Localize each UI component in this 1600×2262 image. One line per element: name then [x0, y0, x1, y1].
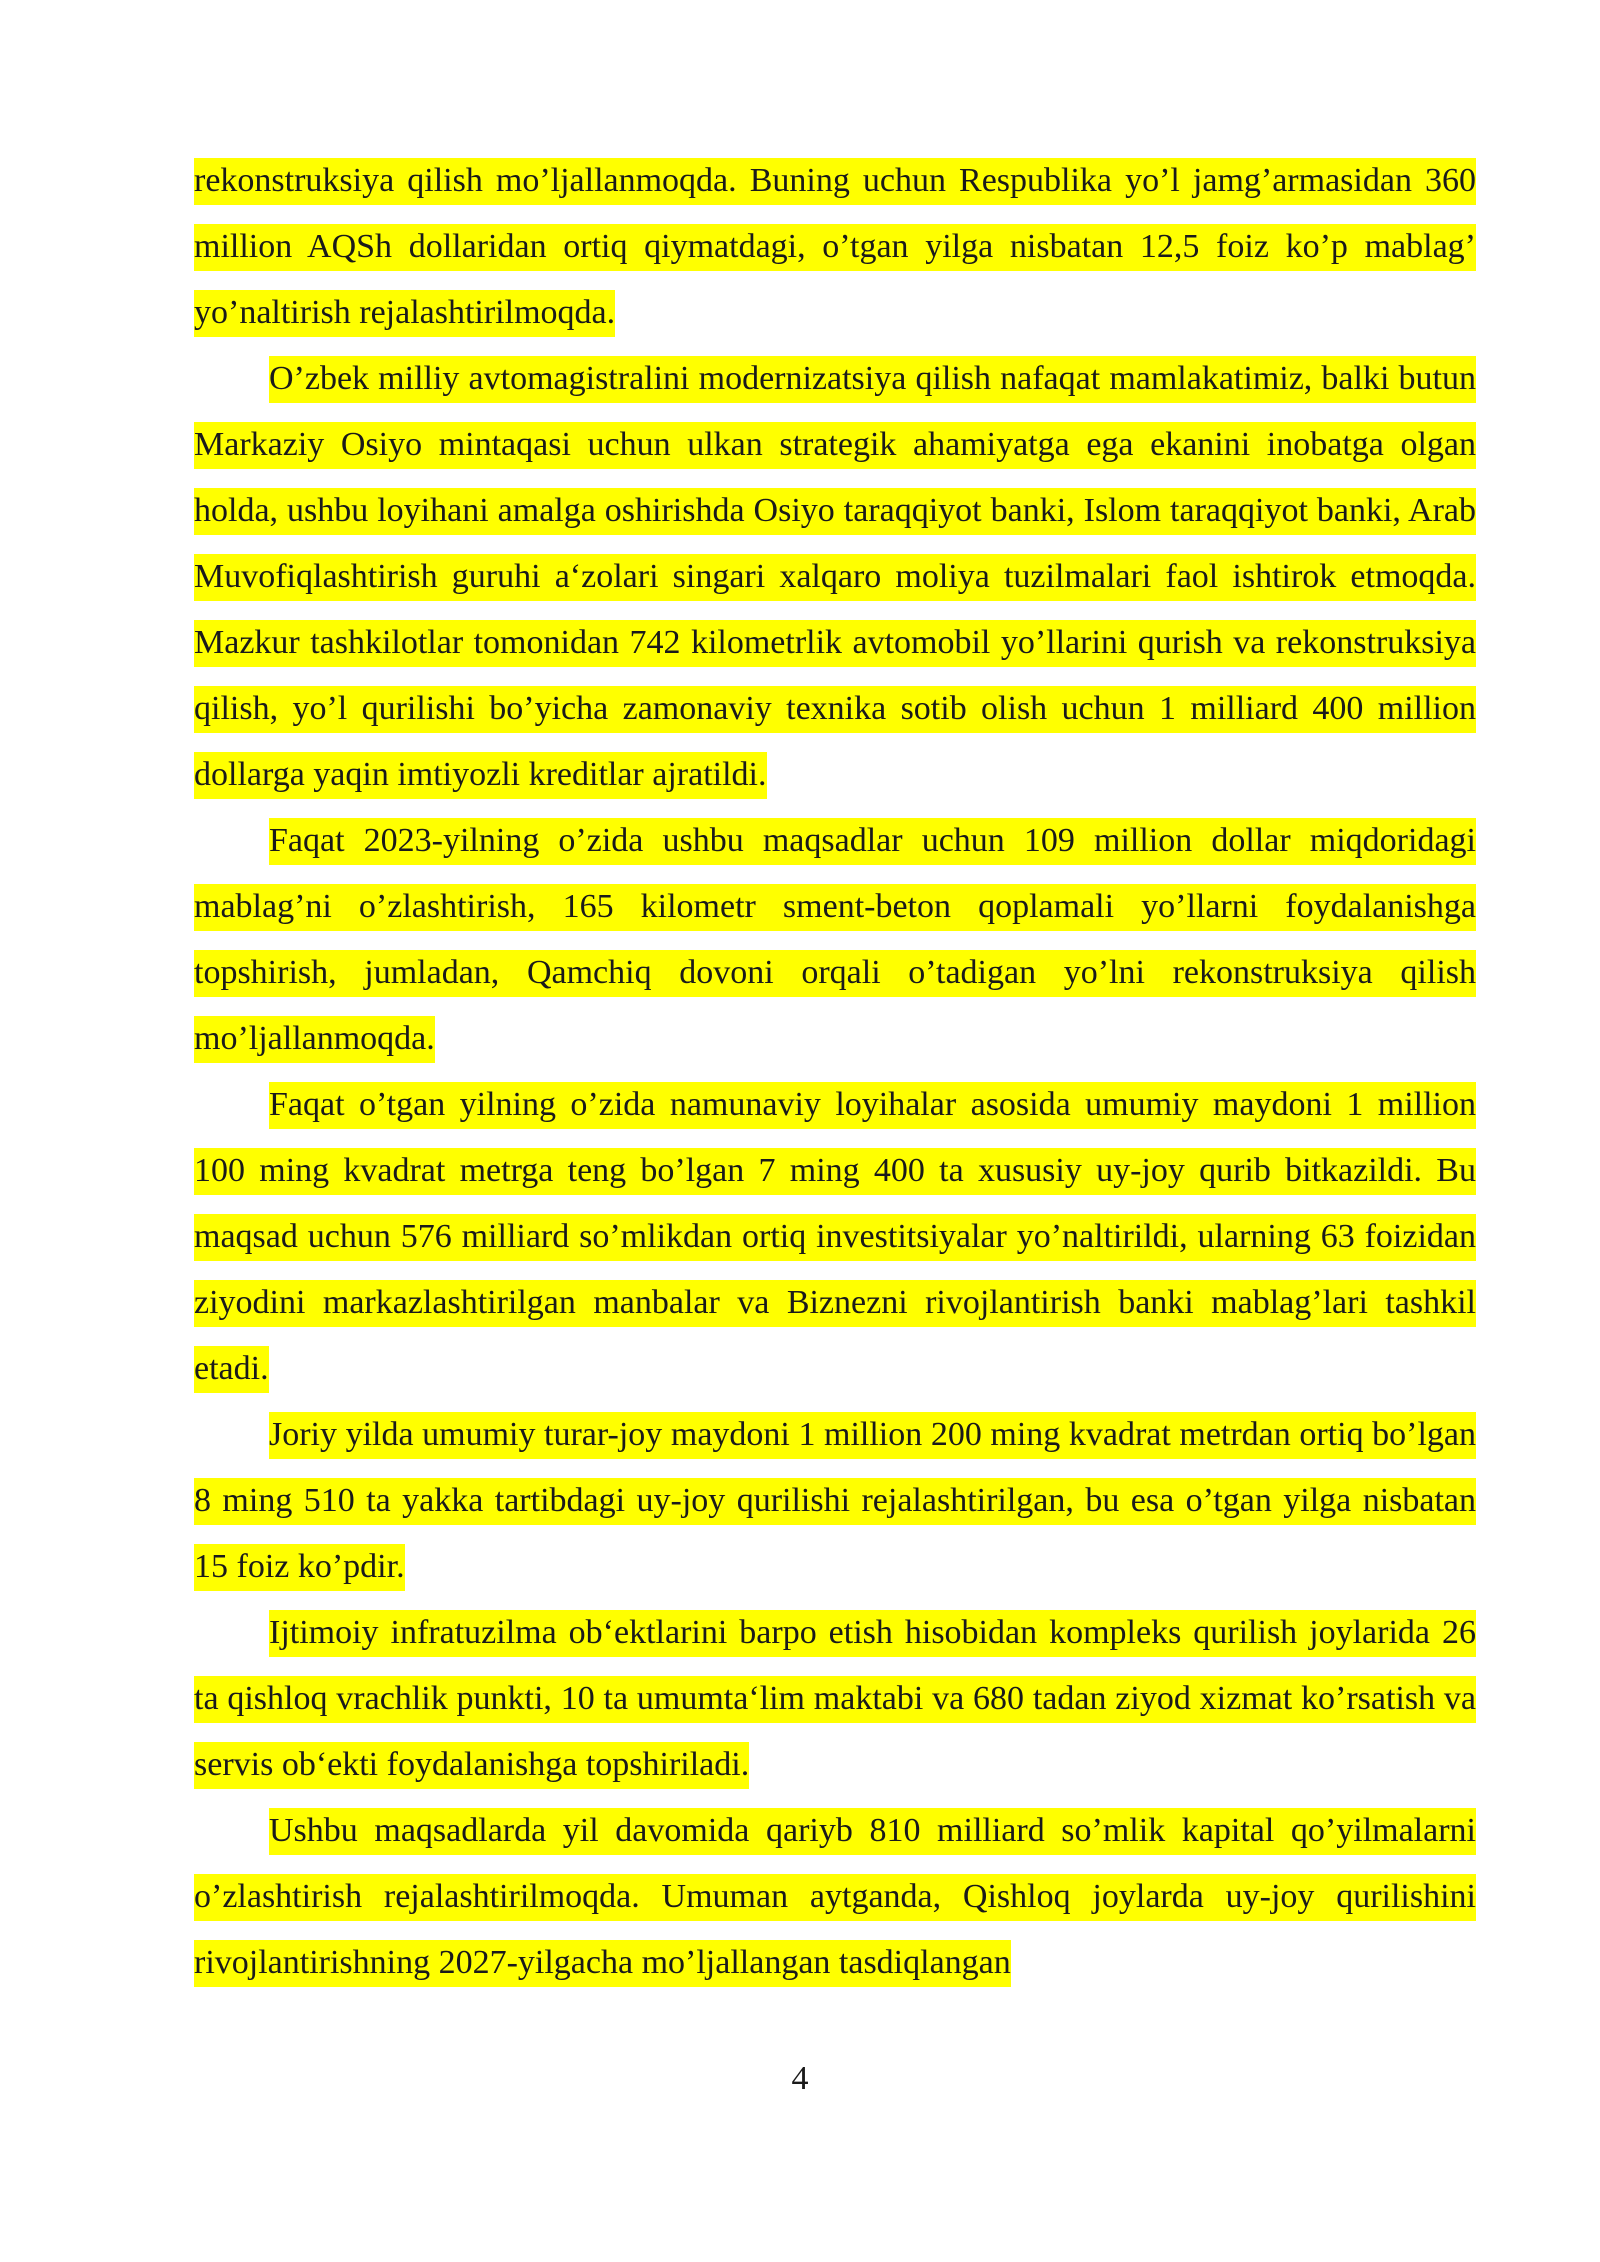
highlighted-text: rekonstruksiya qilish mo’ljallanmoqda. Buning uchun Respublika yo’l jamg’armasidan 360 million AQSh dollaridan ortiq qiymatdagi, o’tgan yilga nisbatan 12,5 foiz ko’p mablag’ yo’naltirish rejalashtirilmoqda. [194, 158, 1476, 337]
highlighted-text: Ushbu maqsadlarda yil davomida qariyb 810 milliard so’mlik kapital qo’yilmalarni o’zlashtirish rejalashtirilmoqda. Umuman aytganda, Qishloq joylarda uy-joy qurilishini rivojlantirishning 2027-yilgacha mo’ljallangan tasdiqlangan [194, 1808, 1476, 1987]
paragraph-2 [194, 346, 1476, 808]
paragraph-1 [194, 148, 1476, 346]
highlighted-text: Faqat 2023-yilning o’zida ushbu maqsadlar uchun 109 million dollar miqdoridagi mablag’ni o’zlashtirish, 165 kilometr sment-beton qoplamali yo’llarni foydalanishga topshirish, jumladan, Qamchiq dovoni orqali o’tadigan yo’lni rekonstruksiya qilish mo’ljallanmoqda. [194, 818, 1476, 1063]
paragraph-4 [194, 1072, 1476, 1402]
highlighted-text: Joriy yilda umumiy turar-joy maydoni 1 million 200 ming kvadrat metrdan ortiq bo’lgan 8 ming 510 ta yakka tartibdagi uy-joy qurilishi rejalashtirilgan, bu esa o’tgan yilga nisbatan 15 foiz ko’pdir. [194, 1412, 1476, 1591]
paragraph-5 [194, 1402, 1476, 1600]
document-body [194, 148, 1476, 1996]
paragraph-6 [194, 1600, 1476, 1798]
highlighted-text: O’zbek milliy avtomagistralini modernizatsiya qilish nafaqat mamlakatimiz, balki butun Markaziy Osiyo mintaqasi uchun ulkan strategik ahamiyatga ega ekanini inobatga olgan holda, ushbu loyihani amalga oshirishda Osiyo taraqqiyot banki, Islom taraqqiyot banki, Arab Muvofiqlashtirish guruhi a‘zolari singari xalqaro moliya tuzilmalari faol ishtirok etmoqda. Mazkur tashkilotlar tomonidan 742 kilometrlik avtomobil yo’llarini qurish va rekonstruksiya qilish, yo’l qurilishi bo’yicha zamonaviy texnika sotib olish uchun 1 milliard 400 million dollarga yaqin imtiyozli kreditlar ajratildi. [194, 356, 1476, 799]
highlighted-text: Ijtimoiy infratuzilma ob‘ektlarini barpo etish hisobidan kompleks qurilish joylarida 26 ta qishloq vrachlik punkti, 10 ta umumta‘lim maktabi va 680 tadan ziyod xizmat ko’rsatish va servis ob‘ekti foydalanishga topshiriladi. [194, 1610, 1476, 1789]
page-number: 4 [791, 2060, 809, 2097]
highlighted-text: Faqat o’tgan yilning o’zida namunaviy loyihalar asosida umumiy maydoni 1 million 100 ming kvadrat metrga teng bo’lgan 7 ming 400 ta xususiy uy-joy qurib bitkazildi. Bu maqsad uchun 576 milliard so’mlikdan ortiq investitsiyalar yo’naltirildi, ularning 63 foizidan ziyodini markazlashtirilgan manbalar va Biznezni rivojlantirish banki mablag’lari tashkil etadi. [194, 1082, 1476, 1393]
paragraph-7 [194, 1798, 1476, 1996]
paragraph-3 [194, 808, 1476, 1072]
